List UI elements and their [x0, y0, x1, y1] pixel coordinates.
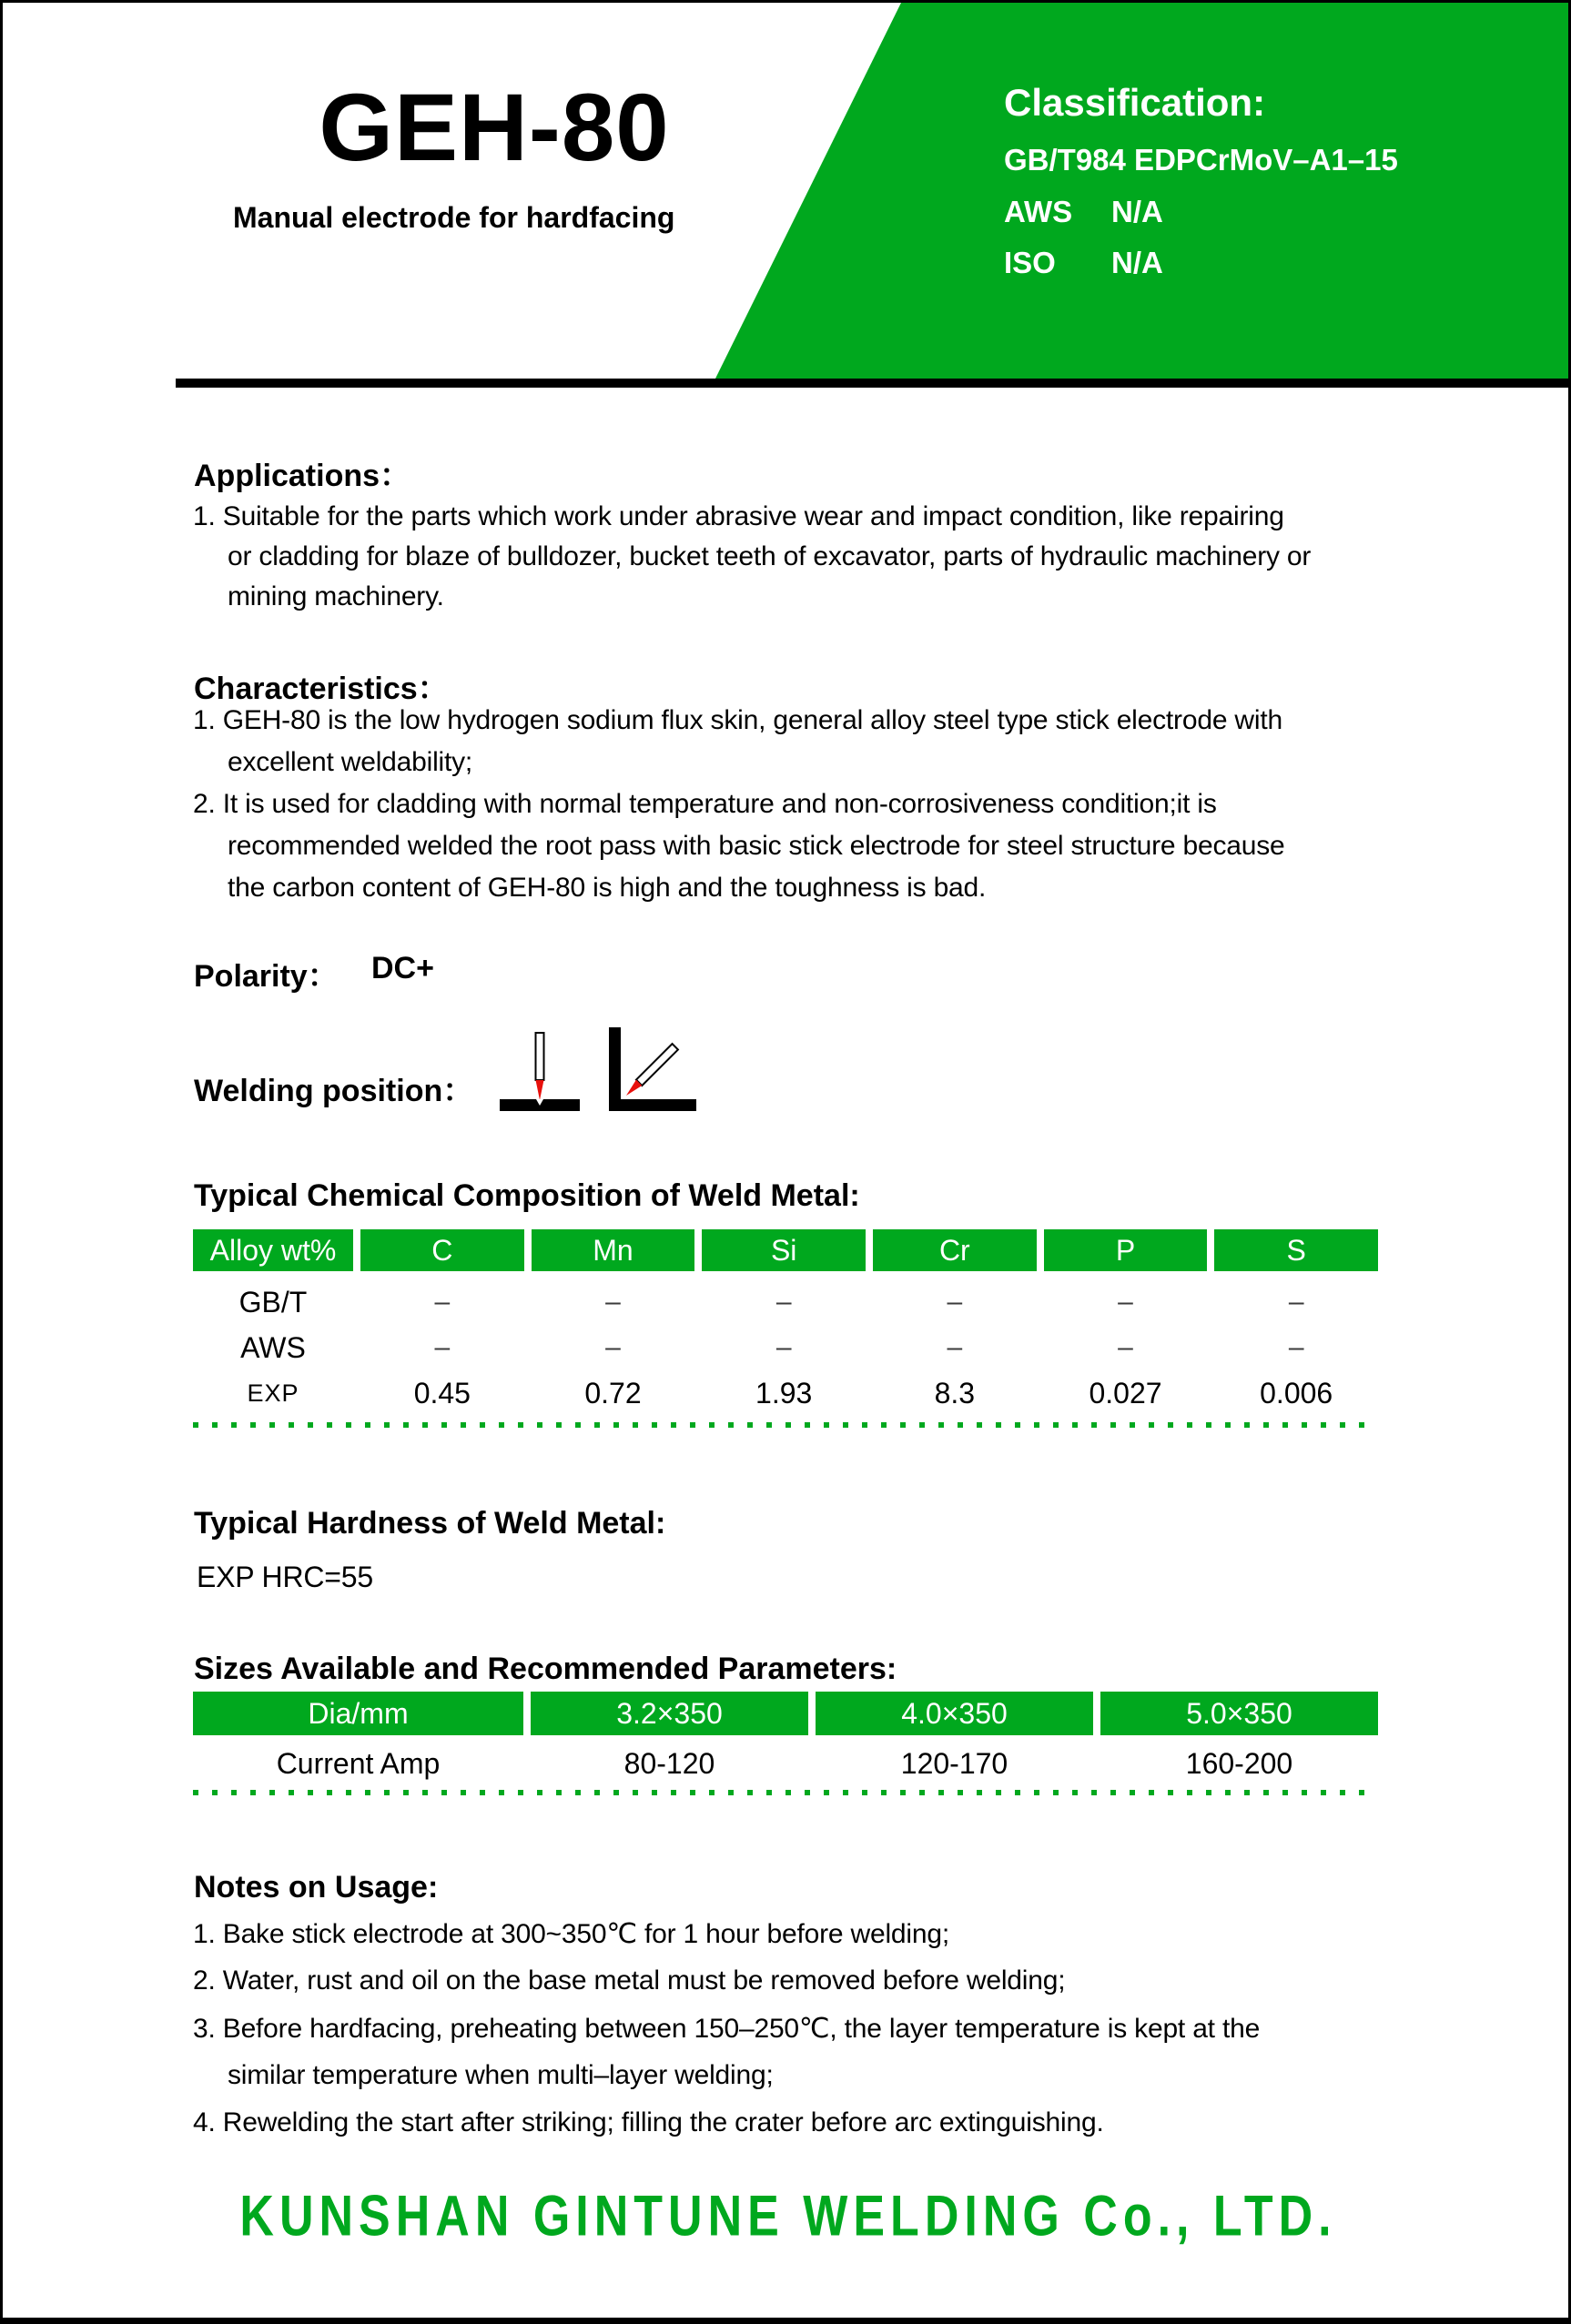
table-row — [193, 1282, 1378, 1322]
applications-line: 1. Suitable for the parts which work under abrasive wear and impact condition, like repairing — [193, 501, 1284, 531]
cell-value: 1.93 — [755, 1376, 813, 1410]
hardness-heading: Typical Hardness of Weld Metal: — [194, 1506, 666, 1541]
col-header: Dia/mm — [193, 1692, 523, 1735]
cell-value: – — [775, 1287, 792, 1317]
applications-heading: Applications： — [194, 459, 411, 493]
sizes-table-header — [193, 1692, 1378, 1735]
company-logo-text: KUNSHAN GINTUNE WELDING Co., LTD. — [239, 2184, 1337, 2248]
row-label: EXP — [247, 1379, 299, 1407]
col-header: S — [1214, 1229, 1378, 1271]
cell-value: – — [775, 1332, 792, 1362]
cell-value: – — [1118, 1287, 1133, 1317]
iso-label: ISO — [1004, 246, 1056, 279]
classification-title: Classification: — [1004, 81, 1266, 124]
col-header: 4.0×350 — [816, 1692, 1093, 1735]
cell-value: 120-170 — [900, 1746, 1008, 1780]
applications-line: or cladding for blaze of bulldozer, bucket teeth of excavator, parts of hydraulic machinery or — [228, 541, 1312, 571]
hardness-value: EXP HRC=55 — [197, 1561, 373, 1593]
polarity-label: Polarity： — [194, 959, 339, 994]
characteristics-line: recommended welded the root pass with basic stick electrode for steel structure because — [228, 831, 1285, 861]
classification-aws — [1004, 195, 1398, 229]
notes-line: 2. Water, rust and oil on the base metal must be removed before welding; — [193, 1965, 1066, 1996]
cell-value: 0.027 — [1089, 1376, 1162, 1410]
row-label: Current Amp — [276, 1746, 441, 1780]
aws-label: AWS — [1004, 195, 1073, 228]
polarity-value: DC+ — [371, 951, 434, 985]
row-label: GB/T — [238, 1285, 308, 1319]
col-header: Alloy wt% — [193, 1229, 353, 1271]
composition-heading: Typical Chemical Composition of Weld Metal: — [194, 1178, 860, 1213]
characteristics-line: excellent weldability; — [228, 747, 473, 777]
cell-value: 160-200 — [1185, 1746, 1293, 1780]
table-row — [193, 1373, 1378, 1413]
applications-line: mining machinery. — [228, 581, 444, 611]
iso-value: N/A — [1111, 246, 1163, 279]
cell-value: – — [605, 1287, 621, 1317]
notes-line: similar temperature when multi–layer welding; — [228, 2060, 774, 2090]
notes-line: 4. Rewelding the start after striking; filling the crater before arc extinguishing. — [193, 2107, 1104, 2137]
classification-block — [1004, 81, 1398, 297]
composition-table-header — [193, 1229, 1378, 1271]
cell-value: – — [1118, 1332, 1133, 1362]
cell-value: – — [947, 1287, 963, 1317]
dotted-separator — [193, 1790, 1378, 1795]
table-row — [193, 1328, 1378, 1368]
col-header: 5.0×350 — [1100, 1692, 1378, 1735]
notes-line: 3. Before hardfacing, preheating between 150–250℃, the layer temperature is kept at the — [193, 2014, 1261, 2044]
notes-heading: Notes on Usage: — [194, 1870, 439, 1905]
cell-value: 0.72 — [584, 1376, 642, 1410]
table-row — [193, 1743, 1378, 1784]
aws-value: N/A — [1111, 195, 1163, 228]
cell-value: – — [434, 1332, 451, 1362]
notes-line: 1. Bake stick electrode at 300~350℃ for 1 hour before welding; — [193, 1919, 949, 1949]
characteristics-line: 2. It is used for cladding with normal temperature and non-corrosiveness condition;it is — [193, 789, 1217, 819]
welding-position-label: Welding position： — [194, 1074, 474, 1108]
col-header: Mn — [532, 1229, 695, 1271]
cell-value: 80-120 — [623, 1746, 715, 1780]
cell-value: – — [605, 1332, 621, 1362]
classification-iso — [1004, 246, 1398, 280]
characteristics-heading: Characteristics： — [194, 672, 449, 706]
cell-value: – — [434, 1287, 451, 1317]
cell-value: – — [1288, 1332, 1304, 1362]
characteristics-line: 1. GEH-80 is the low hydrogen sodium flux skin, general alloy steel type stick electrode with — [193, 705, 1282, 735]
cell-value: 8.3 — [934, 1376, 976, 1410]
col-header: 3.2×350 — [531, 1692, 808, 1735]
cell-value: – — [1288, 1287, 1304, 1317]
bottom-bar — [3, 2318, 1571, 2324]
header-divider-rule — [176, 379, 1571, 388]
row-label: AWS — [240, 1330, 306, 1364]
cell-value: 0.45 — [413, 1376, 471, 1410]
page-title: GEH-80 — [319, 75, 670, 181]
col-header: P — [1044, 1229, 1208, 1271]
fillet-position-icon — [607, 1020, 698, 1113]
characteristics-line: the carbon content of GEH-80 is high and the toughness is bad. — [228, 873, 987, 903]
sizes-heading: Sizes Available and Recommended Parameters: — [194, 1652, 897, 1686]
col-header: Si — [702, 1229, 866, 1271]
cell-value: – — [947, 1332, 963, 1362]
dotted-separator — [193, 1422, 1378, 1428]
col-header: C — [360, 1229, 524, 1271]
product-subtitle: Manual electrode for hardfacing — [233, 201, 675, 234]
classification-gbt: GB/T984 EDPCrMoV–A1–15 — [1004, 143, 1398, 177]
flat-position-icon — [500, 1027, 580, 1113]
col-header: Cr — [873, 1229, 1037, 1271]
cell-value: 0.006 — [1260, 1376, 1333, 1410]
